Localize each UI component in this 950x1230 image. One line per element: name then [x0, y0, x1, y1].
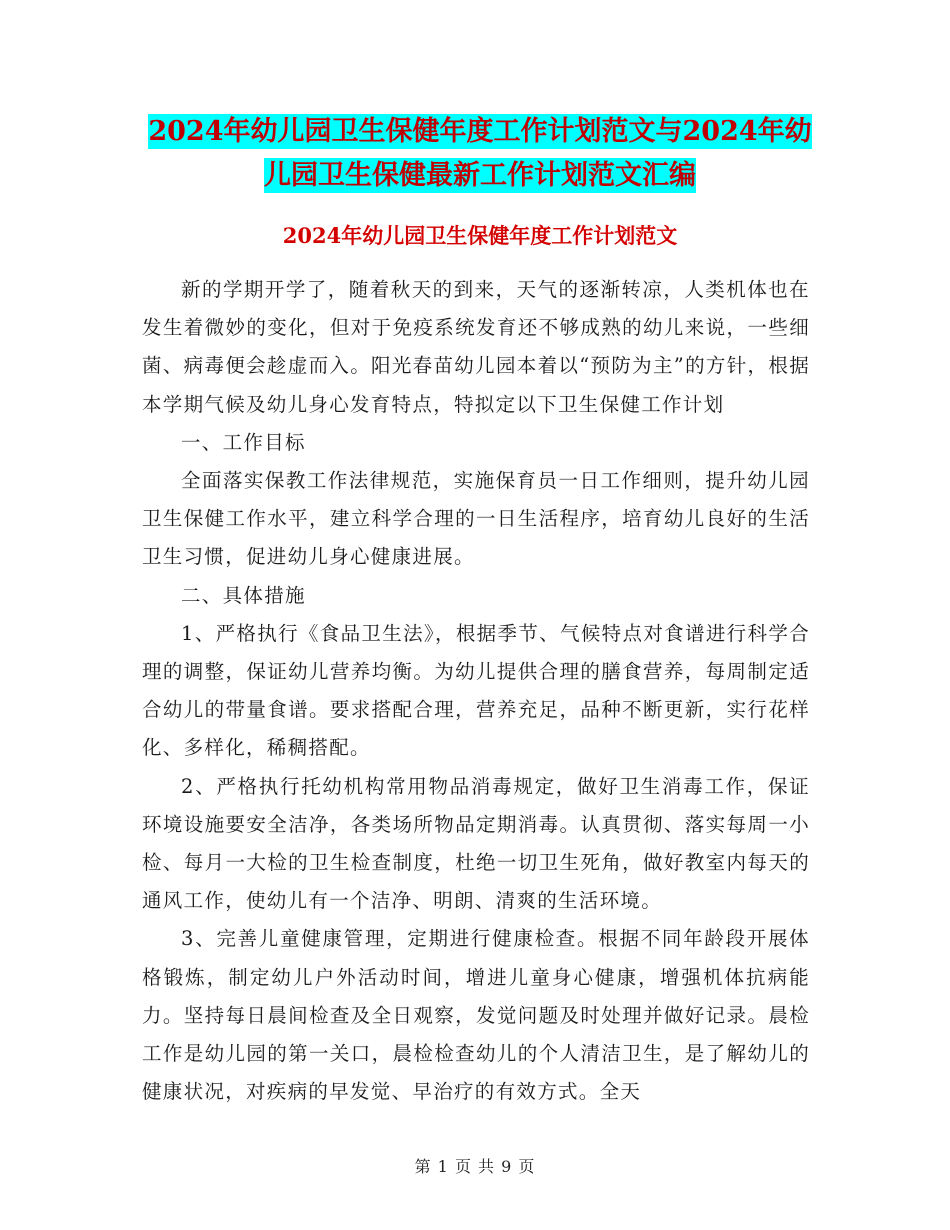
paragraph-measure-3: 3、完善儿童健康管理，定期进行健康检查。根据不同年龄段开展体格锻炼，制定幼儿户外活动时间，增进儿童身心健康，增强机体抗病能力。坚持每日晨间检查及全日观察，发觉问题及时处理并做好记录。晨检工作是幼儿园的第一关口，晨检检查幼儿的个人清洁卫生，是了解幼儿的健康状况，对疾病的早发觉、早治疗的有效方式。全天	[142, 927, 810, 1104]
paragraph-goals: 全面落实保教工作法律规范，实施保育员一日工作细则，提升幼儿园卫生保健工作水平，建立科学合理的一日生活程序，培育幼儿良好的生活卫生习惯，促进幼儿身心健康进展。	[142, 469, 810, 569]
heading-specific-measures: 二、具体措施	[181, 583, 306, 607]
paragraph-intro: 新的学期开学了，随着秋天的到来，天气的逐渐转凉，人类机体也在发生着微妙的变化，但对于免疫系统发育还不够成熟的幼儿来说，一些细菌、病毒便会趁虚而入。阳光春苗幼儿园本着以“预防为主”的方针，根据本学期气候及幼儿身心发育特点，特拟定以下卫生保健工作计划	[142, 278, 810, 416]
section-title: 2024年幼儿园卫生保健年度工作计划范文	[282, 223, 678, 248]
document-title-line-1: 2024年幼儿园卫生保健年度工作计划范文与2024年幼	[148, 116, 812, 147]
document-body	[142, 271, 810, 1111]
paragraph-measure-2: 2、严格执行托幼机构常用物品消毒规定，做好卫生消毒工作，保证环境设施要安全洁净，各类场所物品定期消毒。认真贯彻、落实每周一小检、每月一大检的卫生检查制度，杜绝一切卫生死角，做好教室内每天的通风工作，使幼儿有一个洁净、明朗、清爽的生活环境。	[142, 774, 810, 913]
heading-work-goals: 一、工作目标	[181, 430, 306, 454]
document-title	[140, 110, 820, 198]
document-title-line-2: 儿园卫生保健最新工作计划范文汇编	[264, 160, 696, 191]
page-footer: 第 1 页 共 9 页	[414, 1157, 536, 1176]
paragraph-measure-1: 1、严格执行《食品卫生法》，根据季节、气候特点对食谱进行科学合理的调整，保证幼儿营养均衡。为幼儿提供合理的膳食营养，每周制定适合幼儿的带量食谱。要求搭配合理，营养充足，品种不断更新，实行花样化、多样化，稀稠搭配。	[142, 621, 810, 760]
